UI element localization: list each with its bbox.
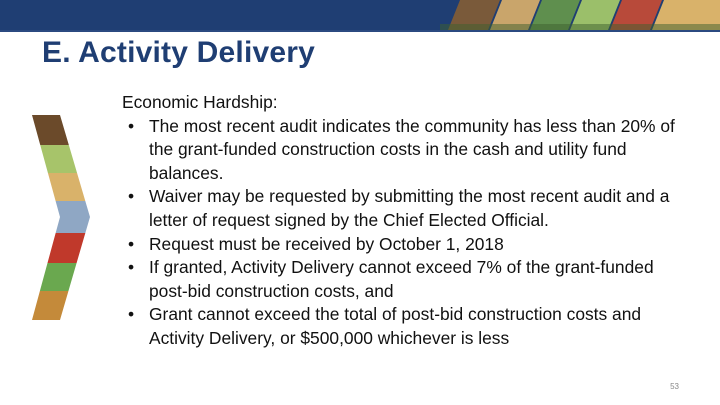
bullet-item — [122, 115, 692, 186]
bullet-item — [122, 185, 692, 232]
bullet-marker: • — [128, 304, 135, 325]
bullet-marker: • — [128, 233, 135, 254]
bullet-text: If granted, Activity Delivery cannot exceed 7% of the grant-funded post-bid construction costs, and — [149, 257, 654, 301]
bullet-text: Request must be received by October 1, 2018 — [149, 233, 504, 254]
bullet-item — [122, 233, 692, 257]
bullet-text: The most recent audit indicates the community has less than 20% of the grant-funded construction costs in the cash and utility fund balances. — [149, 115, 675, 183]
bullet-list — [122, 115, 692, 351]
slide-title: E. Activity Delivery — [42, 36, 316, 69]
section-heading: Economic Hardship: — [122, 92, 278, 112]
bullet-marker: • — [128, 186, 135, 207]
slide-body — [122, 91, 692, 351]
page-number: 53 — [670, 382, 679, 391]
bullet-marker: • — [128, 257, 135, 278]
chevron-photo-graphic — [30, 115, 92, 320]
title-divider — [0, 30, 720, 32]
bullet-marker: • — [128, 115, 135, 136]
header-photo-banner — [440, 0, 720, 30]
bullet-text: Waiver may be requested by submitting the most recent audit and a letter of request signed by the Chief Elected Official. — [149, 186, 670, 230]
bullet-item — [122, 256, 692, 303]
bullet-item — [122, 303, 692, 350]
bullet-text: Grant cannot exceed the total of post-bid construction costs and Activity Delivery, or $500,000 whichever is less — [149, 304, 642, 348]
